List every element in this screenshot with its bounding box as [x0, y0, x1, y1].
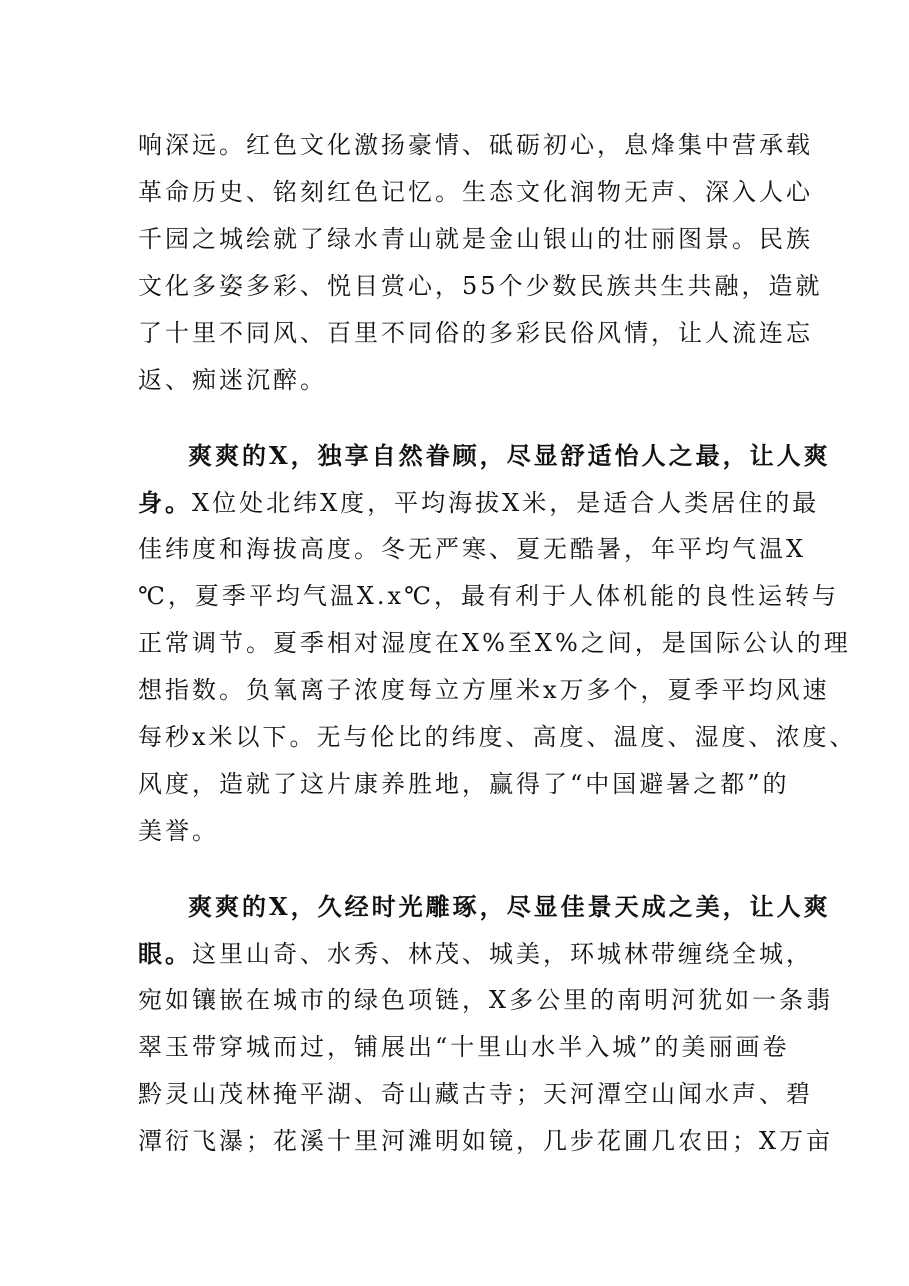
paragraph-heading: 爽爽的X，独享自然眷顾，尽显舒适怡人之最，让人爽: [188, 441, 831, 470]
text-span: X位处北纬X度，平均海拔X米，是适合人类居住的最: [192, 489, 820, 517]
text-line: 革命历史、铭刻红色记忆。生态文化润物无声、深入人心: [138, 178, 813, 206]
text-line: 想指数。负氧离子浓度每立方厘米x万多个，夏季平均风速: [138, 676, 830, 704]
paragraph-2: [138, 432, 857, 855]
text-line: 千园之城绘就了绿水青山就是金山银山的壮丽图景。民族: [138, 225, 813, 253]
text-line: 正常调节。夏季相对湿度在X%至X%之间，是国际公认的理: [138, 629, 851, 657]
text-line: [138, 930, 813, 977]
paragraph-1: [138, 122, 823, 404]
text-line: 美誉。: [138, 817, 219, 845]
paragraph-3: [138, 883, 834, 1165]
paragraph-heading-end: 身。: [138, 488, 192, 517]
text-line: 文化多姿多彩、悦目赏心，55个少数民族共生共融，造就: [138, 272, 823, 300]
document-body: [138, 122, 857, 1165]
text-line: 风度，造就了这片康养胜地，赢得了“中国避暑之都”的: [138, 770, 790, 798]
text-line: ℃，夏季平均气温X.x℃，最有利于人体机能的良性运转与: [138, 582, 839, 610]
text-line: [138, 479, 820, 526]
text-line: 返、痴迷沉醉。: [138, 366, 327, 394]
paragraph-heading: 爽爽的X，久经时光雕琢，尽显佳景天成之美，让人爽: [188, 892, 831, 921]
text-line: 翠玉带穿城而过，铺展出“十里山水半入城”的美丽画卷: [138, 1033, 790, 1061]
text-span: 这里山奇、水秀、林茂、城美，环城林带缠绕全城，: [192, 940, 813, 968]
paragraph-heading-end: 眼。: [138, 939, 192, 968]
text-line: 宛如镶嵌在城市的绿色项链，X多公里的南明河犹如一条翡: [138, 986, 834, 1014]
text-line: 了十里不同风、百里不同俗的多彩民俗风情，让人流连忘: [138, 319, 813, 347]
text-line: 潭衍飞瀑；花溪十里河滩明如镜，几步花圃几农田；X万亩: [138, 1127, 834, 1155]
text-line: 佳纬度和海拔高度。冬无严寒、夏无酷暑，年平均气温X: [138, 535, 807, 563]
paragraph-gap: [138, 855, 778, 883]
paragraph-gap: [138, 404, 778, 432]
text-line: 响深远。红色文化激扬豪情、砥砺初心，息烽集中营承载: [138, 131, 813, 159]
text-line: 黔灵山茂林掩平湖、奇山藏古寺；天河潭空山闻水声、碧: [138, 1080, 813, 1108]
text-line: 每秒x米以下。无与伦比的纬度、高度、温度、湿度、浓度、: [138, 723, 857, 751]
